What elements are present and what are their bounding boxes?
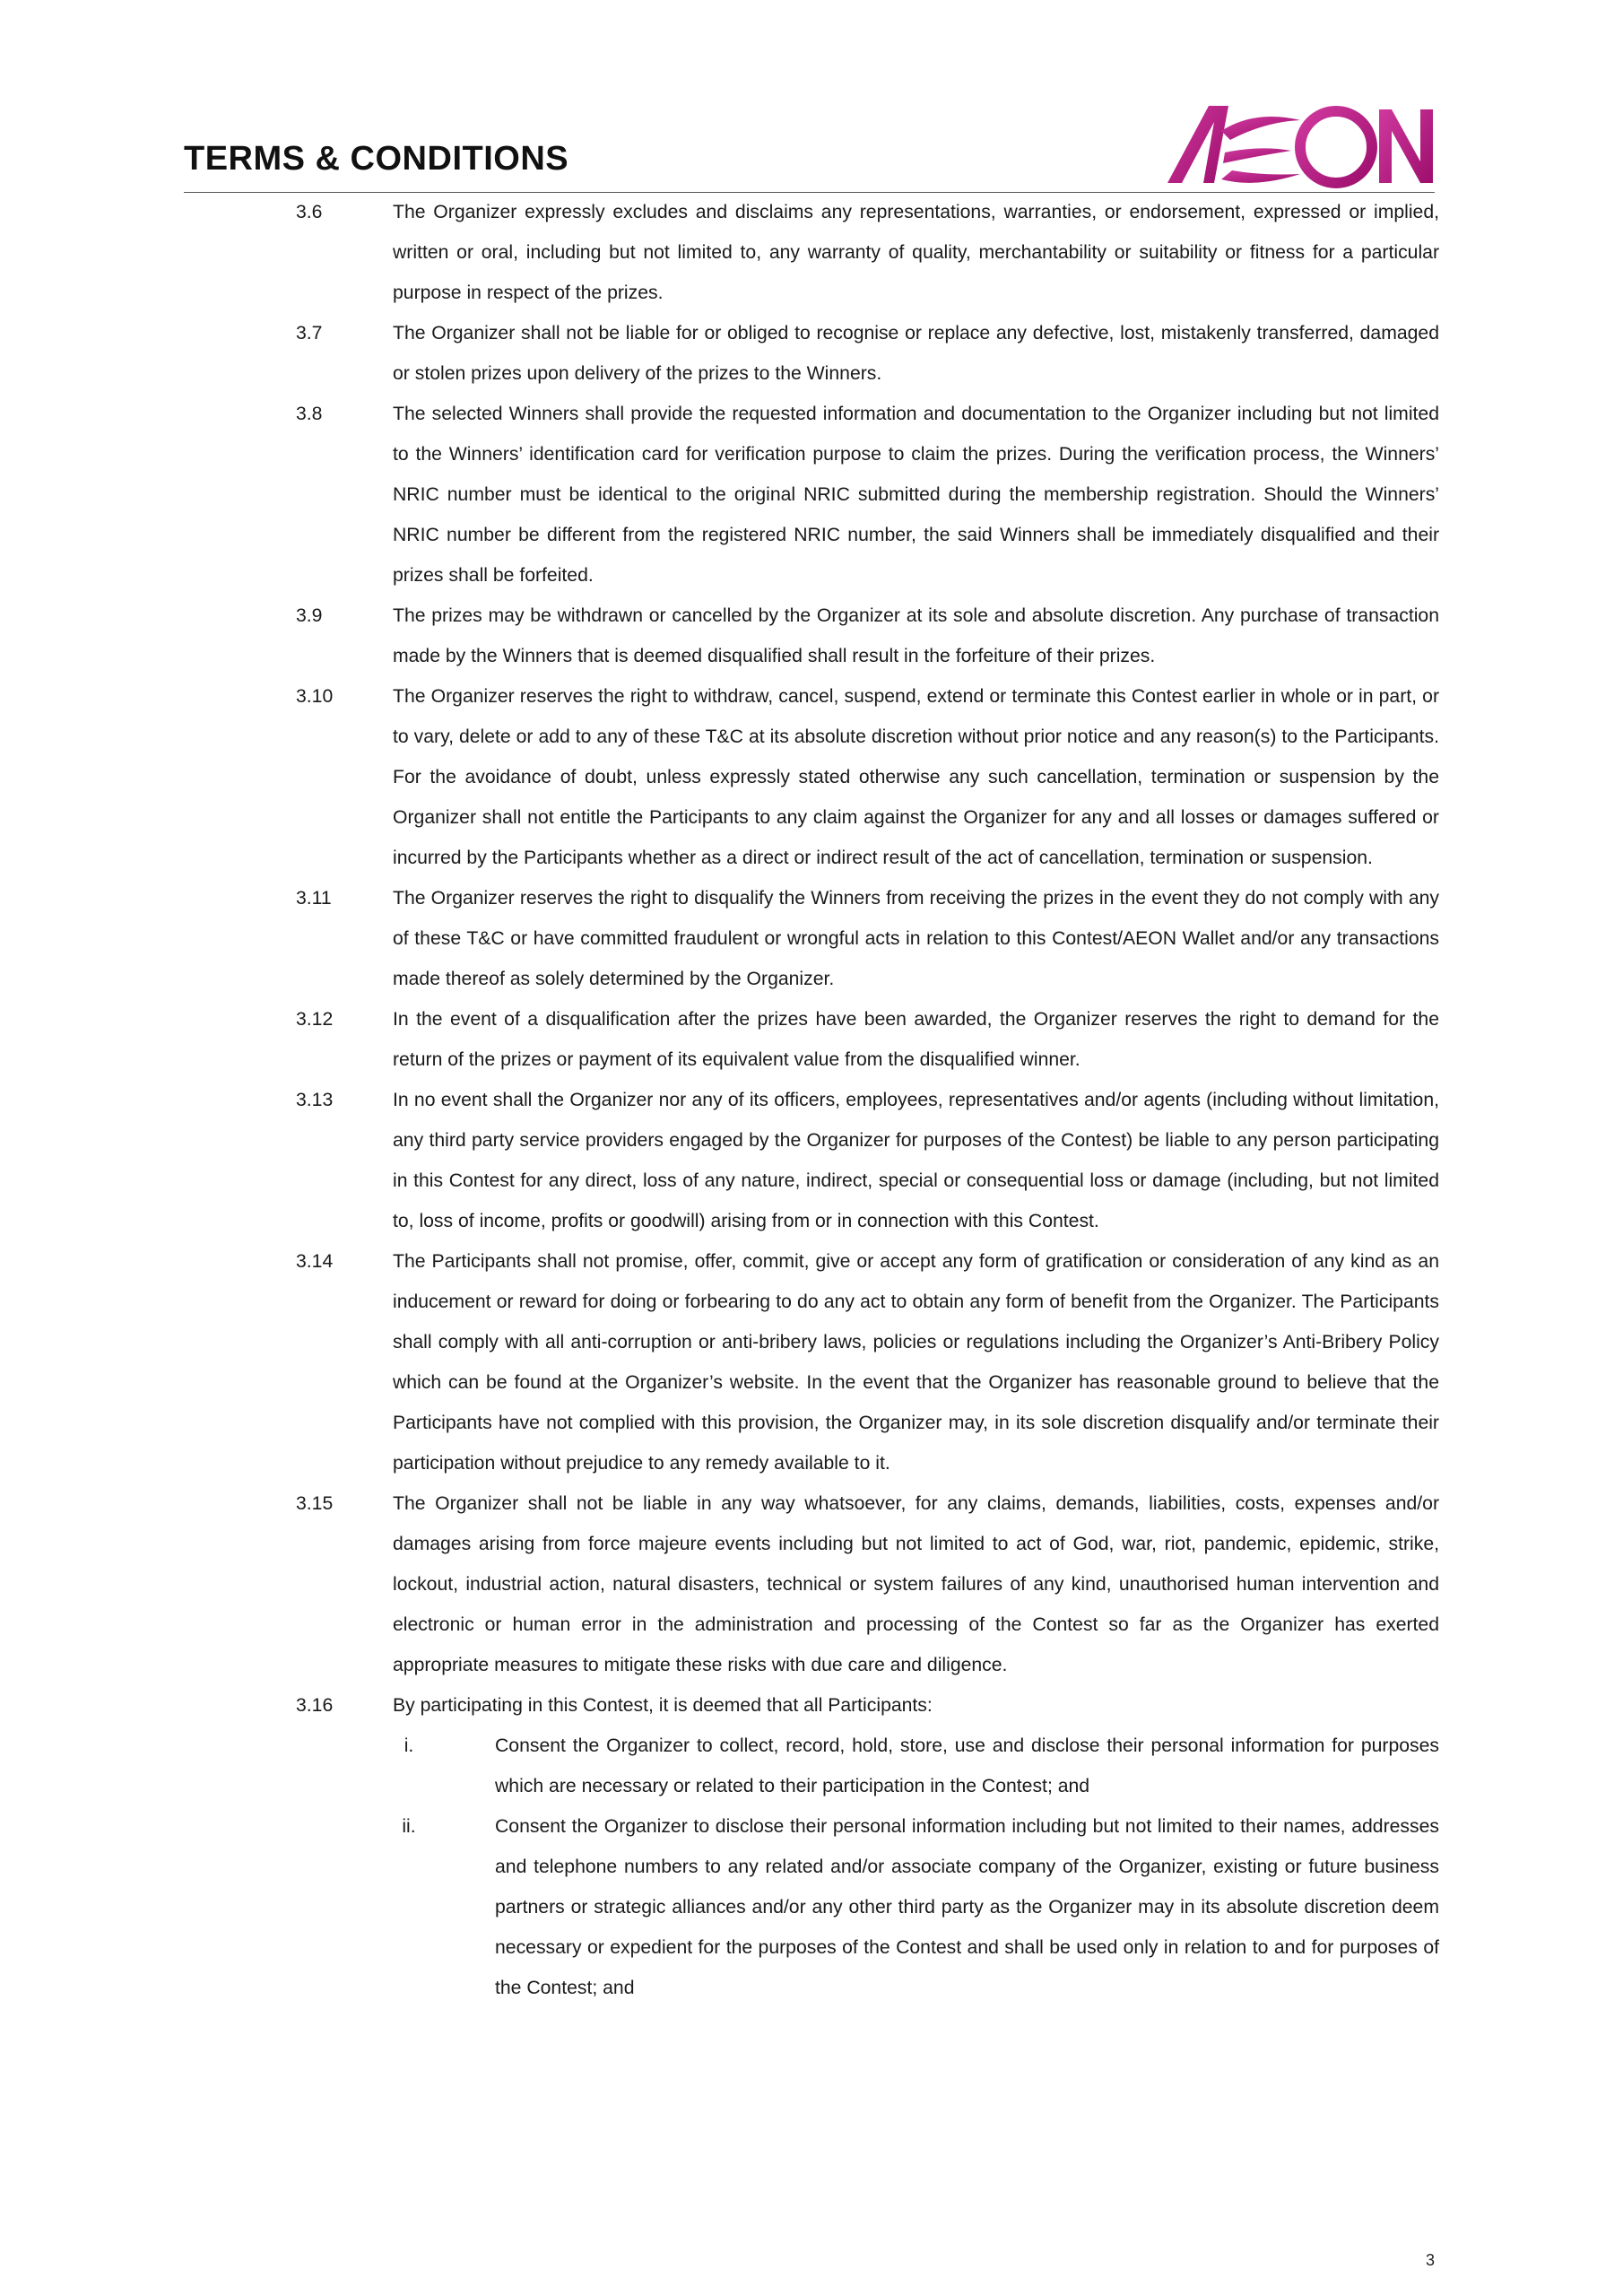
clause-3-15 (296, 1483, 1439, 1685)
clause-3-10 (296, 676, 1439, 878)
clause-number: 3.10 (296, 686, 334, 707)
clause-number: 3.16 (296, 1695, 334, 1716)
subclause-text: Consent the Organizer to collect, record, hold, store, use and disclose their personal information for purposes which are necessary or related to their participation in the Contest; and (495, 1735, 1439, 1796)
clause-3-14 (296, 1241, 1439, 1483)
page-number: 3 (1426, 2251, 1436, 2269)
subclause-ii (296, 1806, 1439, 2008)
clause-3-11 (296, 878, 1439, 999)
subclause-number: i. (404, 1735, 414, 1756)
clause-text: By participating in this Contest, it is deemed that all Participants: (393, 1695, 933, 1716)
clause-text: The prizes may be withdrawn or cancelled by the Organizer at its sole and absolute discretion. Any purchase of transaction made by the Winners that is deemed disqualified shall result in the forfeiture of their prizes. (393, 605, 1439, 666)
clause-number: 3.7 (296, 323, 323, 344)
clause-3-8 (296, 394, 1439, 596)
clause-number: 3.8 (296, 404, 323, 424)
page-header (184, 99, 1435, 194)
clause-3-7 (296, 313, 1439, 394)
clause-number: 3.14 (296, 1251, 334, 1272)
clause-text: In the event of a disqualification after the prizes have been awarded, the Organizer reserves the right to demand for the return of the prizes or payment of its equivalent value from the disqualified winner. (393, 1009, 1439, 1070)
clause-3-12 (296, 999, 1439, 1080)
clause-text: The Organizer shall not be liable in any way whatsoever, for any claims, demands, liabilities, costs, expenses and/or damages arising from force majeure events including but not limited to act of God, war, riot, pandemic, epidemic, strike, lockout, industrial action, natural disasters, technical or system failures of any kind, unauthorised human intervention and electronic or human error in the administration and processing of the Contest so far as the Organizer has exerted appropriate measures to mitigate these risks with due care and diligence. (393, 1493, 1439, 1675)
clause-3-6 (296, 192, 1439, 313)
aeon-logo (1166, 102, 1435, 188)
clause-text: The selected Winners shall provide the requested information and documentation to the Organizer including but not limited to the Winners’ identification card for verification purpose to claim the prizes. During the verification process, the Winners’ NRIC number must be identical to the original NRIC submitted during the membership registration. Should the Winners’ NRIC number be different from the registered NRIC number, the said Winners shall be immediately disqualified and their prizes shall be forfeited. (393, 404, 1439, 586)
subclause-i (296, 1726, 1439, 1806)
clause-text: The Organizer reserves the right to withdraw, cancel, suspend, extend or terminate this Contest earlier in whole or in part, or to vary, delete or add to any of these T&C at its absolute discretion without prior notice and any reason(s) to the Participants. For the avoidance of doubt, unless expressly stated otherwise any such cancellation, termination or suspension by the Organizer shall not entitle the Participants to any claim against the Organizer for any and all losses or damages suffered or incurred by the Participants whether as a direct or indirect result of the act of cancellation, termination or suspension. (393, 686, 1439, 868)
clause-number: 3.9 (296, 605, 323, 626)
subclause-number: ii. (402, 1816, 416, 1837)
clause-number: 3.6 (296, 202, 323, 222)
clause-number: 3.12 (296, 1009, 334, 1030)
clause-number: 3.15 (296, 1493, 334, 1514)
clause-list (296, 192, 1439, 2008)
clause-number: 3.13 (296, 1090, 334, 1110)
clause-3-16 (296, 1685, 1439, 1726)
subclause-text: Consent the Organizer to disclose their personal information including but not limited to their names, addresses and telephone numbers to any related and/or associate company of the Organizer, existing or future business partners or strategic alliances and/or any other third party as the Organizer may in its absolute discretion deem necessary or expedient for the purposes of the Contest and shall be used only in relation to and for purposes of the Contest; and (495, 1816, 1439, 1998)
clause-3-13 (296, 1080, 1439, 1241)
clause-text: The Organizer reserves the right to disqualify the Winners from receiving the prizes in the event they do not comply with any of these T&C or have committed fraudulent or wrongful acts in relation to this Contest/AEON Wallet and/or any transactions made thereof as solely determined by the Organizer. (393, 888, 1439, 989)
clause-text: The Participants shall not promise, offer, commit, give or accept any form of gratification or consideration of any kind as an inducement or reward for doing or forbearing to do any act to obtain any form of benefit from the Organizer. The Participants shall comply with all anti-corruption or anti-bribery laws, policies or regulations including the Organizer’s Anti-Bribery Policy which can be found at the Organizer’s website. In the event that the Organizer has reasonable ground to believe that the Participants have not complied with this provision, the Organizer may, in its sole discretion disqualify and/or terminate their participation without prejudice to any remedy available to it. (393, 1251, 1439, 1474)
clause-3-9 (296, 596, 1439, 676)
clause-text: The Organizer expressly excludes and disclaims any representations, warranties, or endorsement, expressed or implied, written or oral, including but not limited to, any warranty of quality, merchantability or suitability or fitness for a particular purpose in respect of the prizes. (393, 202, 1439, 303)
document-title: TERMS & CONDITIONS (184, 140, 569, 178)
clause-text: The Organizer shall not be liable for or obliged to recognise or replace any defective, lost, mistakenly transferred, damaged or stolen prizes upon delivery of the prizes to the Winners. (393, 323, 1439, 384)
clause-text: In no event shall the Organizer nor any of its officers, employees, representatives and/or agents (including without limitation, any third party service providers engaged by the Organizer for purposes of the Contest) be liable to any person participating in this Contest for any direct, loss of any nature, indirect, special or consequential loss or damage (including, but not limited to, loss of income, profits or goodwill) arising from or in connection with this Contest. (393, 1090, 1439, 1231)
clause-number: 3.11 (296, 888, 332, 909)
